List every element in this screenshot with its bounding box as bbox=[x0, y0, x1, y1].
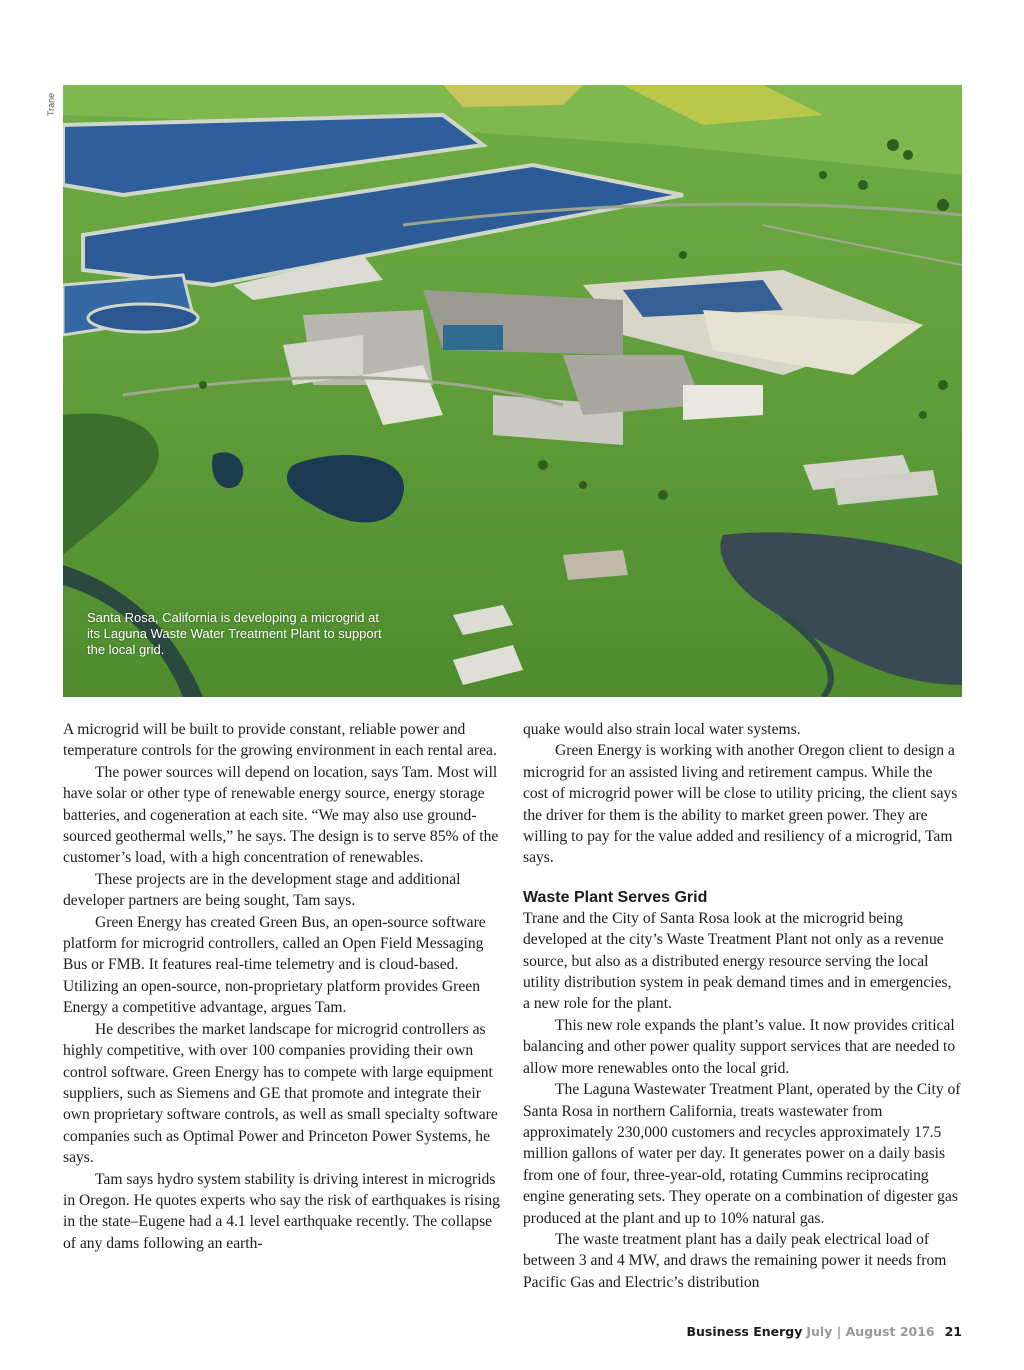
body-paragraph: This new role expands the plant’s value. It now provides critical balancing and other power quality support services that are needed to allow more renewables onto the local grid. bbox=[523, 1016, 956, 1077]
page-footer bbox=[686, 1324, 962, 1339]
magazine-name: Business Energy bbox=[686, 1324, 803, 1339]
body-paragraph: Tam says hydro system stability is driving interest in microgrids in Oregon. He quotes experts who say the risk of earthquakes is rising in the state–Eugene had a 4.1 level earthquake recently. The collapse of any dams following an earth- bbox=[63, 1170, 500, 1252]
body-paragraph: A microgrid will be built to provide constant, reliable power and temperature controls for the growing environment in each rental area. bbox=[63, 721, 497, 760]
body-paragraph: These projects are in the development stage and additional developer partners are being sought, Tam says. bbox=[63, 870, 461, 910]
page-number: 21 bbox=[944, 1324, 962, 1339]
aerial-photo-illustration bbox=[63, 85, 962, 697]
photo-credit: Trane bbox=[46, 92, 56, 116]
body-paragraph: Green Energy has created Green Bus, an open-source software platform for microgrid controllers, called an Open Field Messaging Bus or FMB. It features real-time telemetry and is cloud-based. Utilizing an open-source, non-proprietary platform provides Green Energy a competitive advantage, argues Tam. bbox=[63, 913, 486, 1017]
body-paragraph: Green Energy is working with another Oregon client to design a microgrid for an assisted living and retirement campus. While the cost of microgrid power will be close to utility pricing, the client says the driver for them is the ability to market green power. They are willing to pay for the value added and resiliency of a microgrid, Tam says. bbox=[523, 742, 958, 867]
body-paragraph: He describes the market landscape for microgrid controllers as highly competitive, with over 100 companies providing their own control software. Green Energy has to compete with large equipment suppliers, such as Siemens and GE that promote and integrate their own proprietary software controls, as well as small specialty software companies such as Optimal Power and Princeton Power Systems, he says. bbox=[63, 1020, 498, 1167]
body-paragraph: The power sources will depend on location, says Tam. Most will have solar or other type of renewable energy source, energy storage batteries, and cogeneration at each site. “We may also use ground-sourced geothermal wells,” he says. The design is to serve 85% of the customer’s load, with a high concentration of renewables. bbox=[63, 763, 499, 867]
left-column bbox=[63, 719, 501, 1254]
photo-caption: Santa Rosa, California is developing a microgrid at its Laguna Waste Water Treatment Plant to support the local grid. bbox=[87, 610, 382, 657]
body-paragraph: Trane and the City of Santa Rosa look at the microgrid being developed at the city’s Waste Treatment Plant not only as a revenue source, but also as a distributed energy resource serving the local utility distribution system in peak demand times and in emergencies, a new role for the plant. bbox=[523, 909, 952, 1013]
section-heading: Waste Plant Serves Grid bbox=[523, 888, 708, 906]
aerial-photo bbox=[63, 85, 962, 697]
body-paragraph: quake would also strain local water systems. bbox=[523, 721, 801, 738]
issue-date: July | August 2016 bbox=[806, 1324, 935, 1339]
body-paragraph: The waste treatment plant has a daily peak electrical load of between 3 and 4 MW, and draws the remaining power it needs from Pacific Gas and Electric’s distribution bbox=[523, 1230, 947, 1291]
body-paragraph: The Laguna Wastewater Treatment Plant, operated by the City of Santa Rosa in northern California, treats wastewater from approximately 230,000 customers and recycles approximately 17.5 million gallons of water per day. It generates power on a daily basis from one of four, three-year-old, rotating Cummins reciprocating engine generating sets. They operate on a combination of digester gas produced at the plant and up to 10% natural gas. bbox=[523, 1081, 961, 1227]
right-column bbox=[523, 719, 961, 1293]
